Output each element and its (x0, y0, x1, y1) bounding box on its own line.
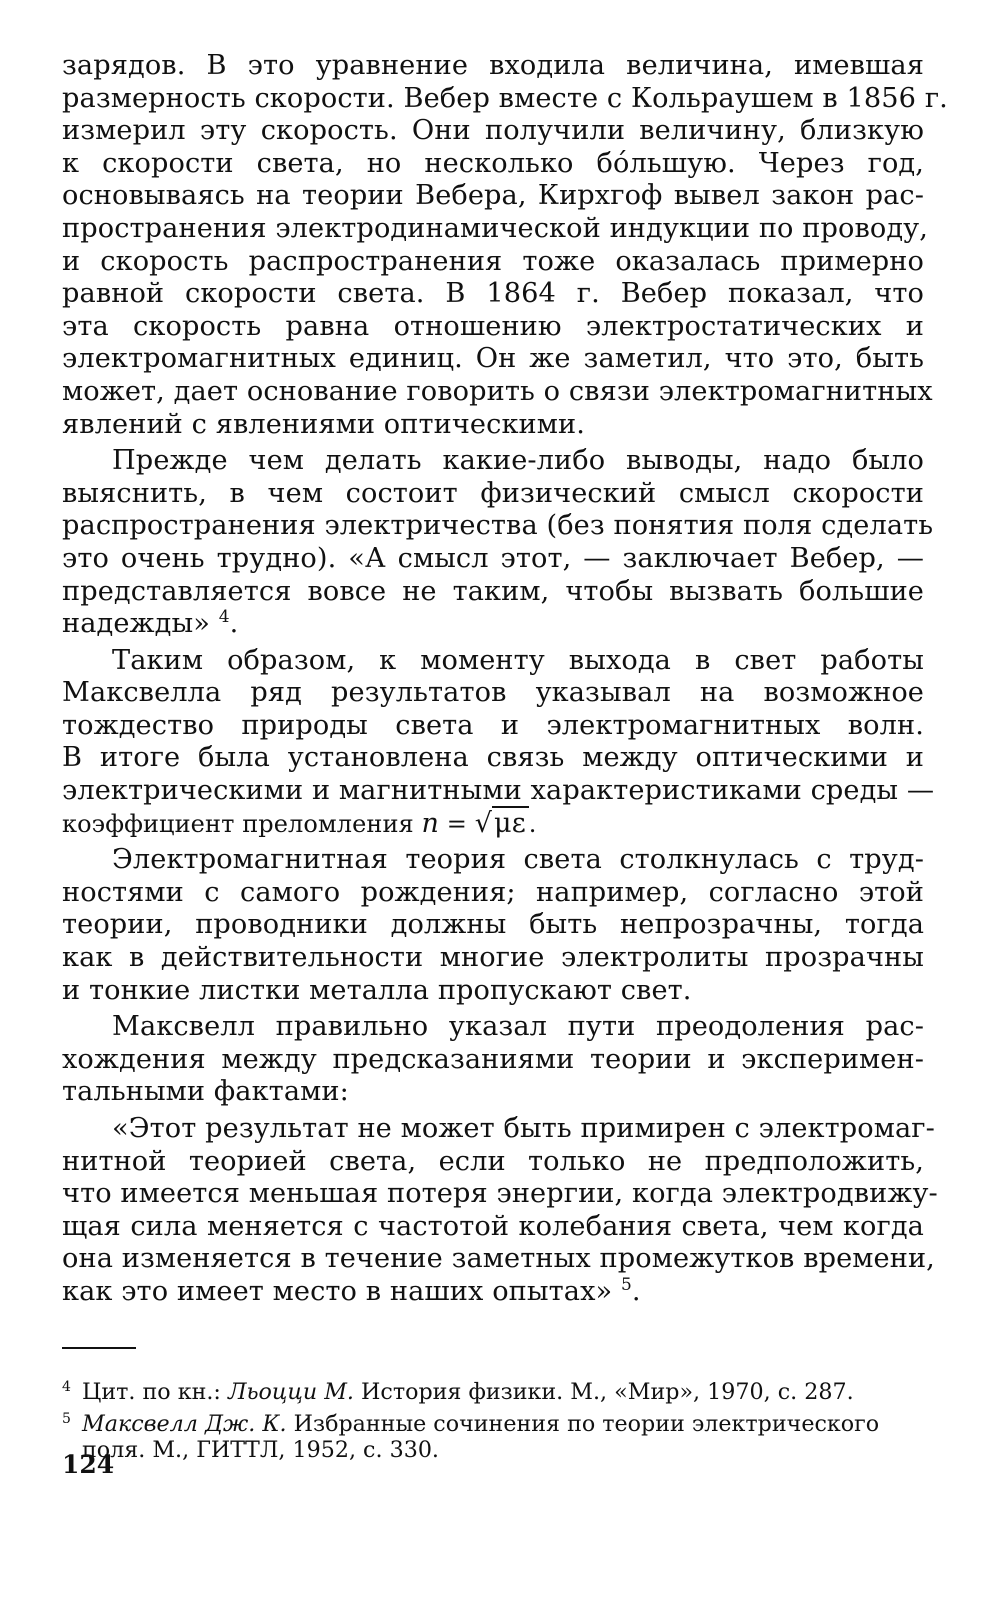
text-line: «Этот результат не может быть примирен с электромаг- (112, 1113, 935, 1144)
footnote-reference[interactable]: 4 (218, 607, 230, 628)
text-line: распространения электричества (без понятия поля сделать (62, 510, 934, 542)
square-root-icon: √με (475, 808, 529, 841)
text-line: В итоге была установлена связь между оптическими и (62, 742, 924, 774)
footnote-author: Льоцци М. (227, 1379, 354, 1405)
paragraph-6-quote (62, 1113, 938, 1309)
footnote-number: 5 (62, 1410, 71, 1427)
formula-radicand: με (492, 806, 529, 839)
paragraph-3 (62, 644, 935, 841)
text-line: Электромагнитная теория света столкнулась с труд- (112, 844, 924, 876)
text-line: Прежде чем делать какие-либо выводы, надо было (112, 445, 924, 477)
text-line: и тонкие листки металла пропускают свет. (62, 974, 692, 1006)
footnotes (62, 1374, 924, 1464)
footnote-prefix: Цит. по кн.: (82, 1379, 228, 1405)
text-line: основываясь на теории Вебера, Кирхгоф вывел закон рас- (62, 180, 924, 212)
text-line: выяснить, в чем состоит физический смысл скорости (62, 477, 924, 509)
text-line: эта скорость равна отношению электростатических и (62, 310, 924, 342)
text-line: хождения между предсказаниями теории и эксперимен- (62, 1043, 924, 1075)
paragraph-5 (62, 1011, 924, 1109)
text-line: и скорость распространения тоже оказалась примерно (62, 245, 924, 277)
text-line: щая сила меняется с частотой колебания света, чем когда (62, 1210, 924, 1242)
text-line-with-footnote (62, 1276, 924, 1309)
paragraph-4 (62, 844, 924, 1007)
footnote-reference[interactable]: 5 (621, 1274, 632, 1295)
punctuation: . (631, 1275, 641, 1307)
text-line: измерил эту скорость. Они получили величину, близкую (62, 115, 924, 147)
text-line: теории, проводники должны быть непрозрачны, тогда (62, 909, 924, 941)
text-line: равной скорости света. В 1864 г. Вебер показал, что (62, 278, 924, 310)
text-line: электромагнитных единиц. Он же заметил, что это, быть (62, 343, 924, 375)
paragraph-2 (62, 445, 934, 641)
text-line: явлений с явлениями оптическими. (62, 408, 585, 440)
text-line: это очень трудно). «А смысл этот, — заключает Вебер, — (62, 542, 924, 574)
text-line: как в действительности многие электролиты прозрачны (62, 942, 924, 974)
text-line: к скорости света, но несколько бо́льшую. Через год, (62, 147, 924, 179)
page-body (62, 50, 948, 1309)
text-line: тождество природы света и электромагнитных волн. (62, 709, 924, 741)
footnote-5 (62, 1406, 924, 1464)
formula-variable: n (421, 807, 440, 839)
text-line: Максвелл правильно указал пути преодоления рас- (112, 1011, 924, 1043)
text-line-with-footnote (62, 608, 924, 641)
formula-label: коэффициент преломления (62, 809, 414, 838)
formula-equals: = (446, 809, 467, 838)
text-line: тальными фактами: (62, 1076, 349, 1108)
footnote-continuation: поля. М., ГИТТЛ, 1952, с. 330. (82, 1437, 439, 1464)
text-line: представляется вовсе не таким, чтобы вызвать большие (62, 575, 924, 607)
text-fragment: как это имеет место в наших опытах» (62, 1275, 613, 1307)
text-line: что имеется меньшая потеря энергии, когда электродвижу- (62, 1178, 938, 1210)
footnote-number: 4 (62, 1379, 71, 1395)
text-line: Таким образом, к моменту выхода в свет работы (112, 644, 924, 676)
text-line: может, дает основание говорить о связи электромагнитных (62, 375, 933, 407)
footnote-text: Избранные сочинения по теории электрического (286, 1410, 880, 1437)
punctuation: . (528, 809, 537, 838)
text-line: зарядов. В это уравнение входила величина, имевшая (62, 50, 924, 81)
footnote-4 (62, 1374, 924, 1406)
text-line: размерность скорости. Вебер вместе с Кольраушем в 1856 г. (62, 82, 948, 114)
text-line: Максвелла ряд результатов указывал на возможное (62, 677, 924, 709)
page-number: 124 (62, 1450, 115, 1479)
text-line: нитной теорией света, если только не предположить, (62, 1145, 924, 1177)
text-line: электрическими и магнитными характеристиками среды — (62, 775, 935, 807)
paragraph-1 (62, 50, 948, 441)
text-fragment: надежды» (62, 608, 210, 640)
text-line: пространения электродинамической индукции по проводу, (62, 212, 928, 244)
text-line: ностями с самого рождения; например, согласно этой (62, 876, 924, 908)
footnote-author: Максвелл Дж. К. (82, 1410, 287, 1437)
text-line: она изменяется в течение заметных промежутков времени, (62, 1243, 935, 1275)
punctuation: . (229, 608, 239, 640)
formula-line (62, 808, 924, 841)
footnote-divider (62, 1347, 136, 1349)
footnote-text: История физики. М., «Мир», 1970, с. 287. (353, 1379, 854, 1405)
